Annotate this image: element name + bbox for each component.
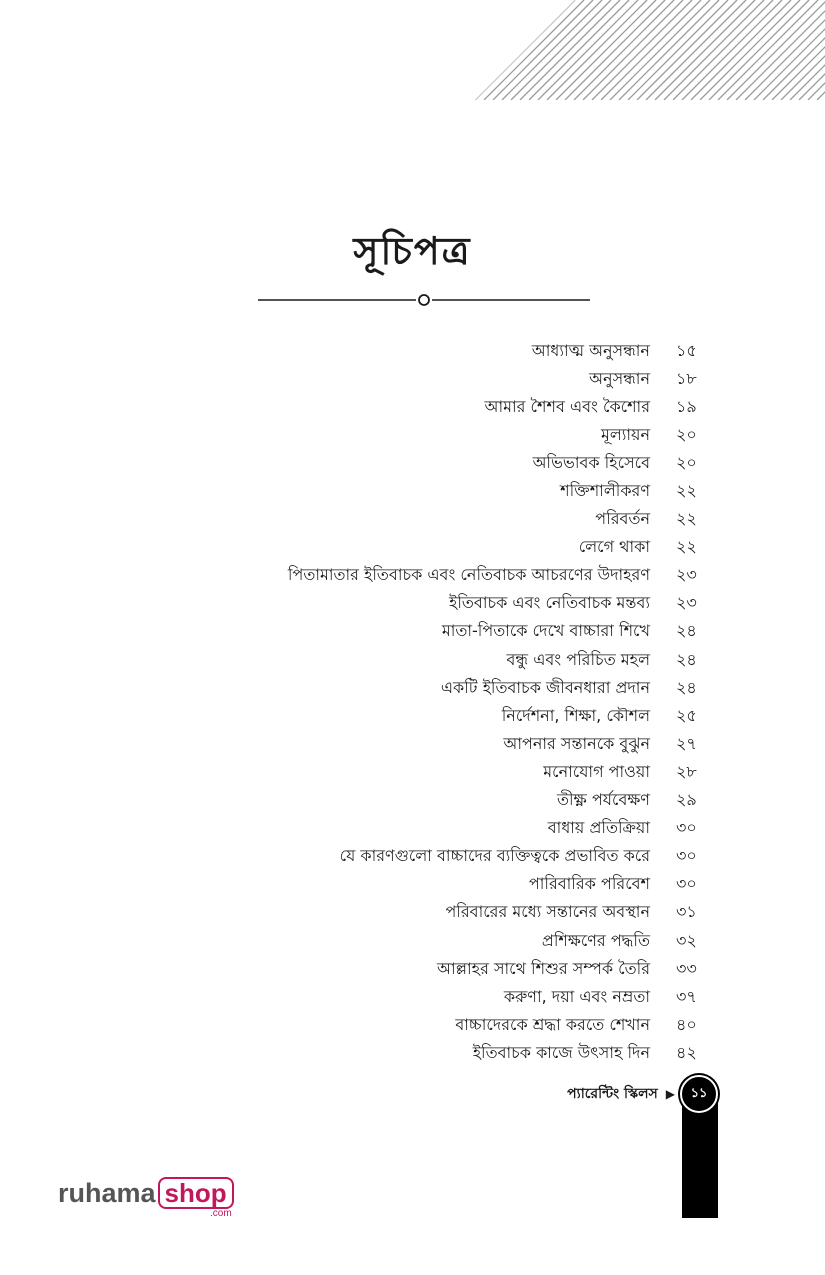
toc-entry-title: নির্দেশনা, শিক্ষা, কৌশল	[501, 705, 650, 725]
toc-entry-page: ৩০	[676, 874, 697, 894]
toc-entry	[200, 955, 700, 983]
toc-entry-title: পরিবারের মধ্যে সন্তানের অবস্থান	[445, 902, 650, 922]
toc-entry	[200, 477, 700, 505]
toc-entry-title: অনুসন্ধান	[589, 368, 650, 388]
toc-entry-title: ইতিবাচক এবং নেতিবাচক মন্তব্য	[449, 593, 650, 613]
toc-entry	[200, 618, 700, 646]
logo-dotcom-text: .com	[209, 1208, 232, 1219]
toc-entry	[200, 449, 700, 477]
diagonal-hatch-decoration	[475, 0, 825, 100]
toc-entry-title: আধ্যাত্ম অনুসন্ধান	[531, 340, 650, 360]
toc-entry-title: মূল্যায়ন	[600, 424, 650, 444]
toc-entry	[200, 534, 700, 562]
toc-entry	[200, 562, 700, 590]
toc-entry	[200, 365, 700, 393]
page-number-badge	[680, 1075, 718, 1113]
toc-entry-title: ইতিবাচক কাজে উৎসাহ দিন	[472, 1042, 650, 1062]
toc-entry-page: ২৭	[676, 733, 697, 753]
toc-entry-title: বন্ধু এবং পরিচিত মহল	[506, 649, 650, 669]
toc-entry-title: পরিবর্তন	[595, 509, 650, 529]
page-title: সূচিপত্র	[353, 229, 472, 273]
toc-entry-title: পিতামাতার ইতিবাচক এবং নেতিবাচক আচরণের উদাহরণ	[287, 565, 650, 585]
toc-entry-page: ২০	[676, 424, 697, 444]
toc-entry-title: আপনার সন্তানকে বুঝুন	[503, 733, 650, 753]
toc-entry	[200, 337, 700, 365]
toc-entry-title: আল্লাহর সাথে শিশুর সম্পর্ক তৈরি	[436, 958, 650, 978]
toc-entry	[200, 815, 700, 843]
toc-entry-page: ২২	[676, 509, 697, 529]
toc-entry-title: তীক্ষ্ণ পর্যবেক্ষণ	[556, 790, 650, 810]
toc-entry-title: করুণা, দয়া এবং নম্রতা	[503, 986, 650, 1006]
toc-entry-page: ২২	[676, 481, 697, 501]
page-number: ১১	[690, 1085, 708, 1101]
title-divider	[258, 290, 590, 310]
toc-entry-page: ২০	[676, 452, 697, 472]
toc-entry-page: ৩০	[676, 846, 697, 866]
toc-entry-title: বাচ্চাদেরকে শ্রদ্ধা করতে শেখান	[455, 1014, 650, 1034]
toc-entry-title: বাধায় প্রতিক্রিয়া	[547, 818, 650, 838]
toc-entry-title: লেগে থাকা	[578, 537, 650, 557]
toc-entry-title: পারিবারিক পরিবেশ	[528, 874, 650, 894]
toc-entry-title: অভিভাবক হিসেবে	[532, 452, 650, 472]
toc-entry-page: ২৩	[676, 565, 697, 585]
toc-entry	[200, 899, 700, 927]
toc-entry	[200, 702, 700, 730]
toc-entry-page: ২৪	[676, 677, 697, 697]
toc-entry	[200, 674, 700, 702]
toc-entry-page: ২৩	[676, 593, 697, 613]
toc-entry-page: ৩২	[676, 930, 697, 950]
running-header	[567, 1082, 675, 1106]
toc-entry-page: ৪০	[676, 1014, 697, 1034]
toc-entry	[200, 393, 700, 421]
toc-entry-title: আমার শৈশব এবং কৈশোর	[484, 396, 650, 416]
toc-entry	[200, 787, 700, 815]
toc-entry-page: ৩৩	[676, 958, 697, 978]
toc-entry-page: ২৪	[676, 621, 697, 641]
toc-entry-title: মনোযোগ পাওয়া	[543, 761, 650, 781]
play-arrow-icon: ▶	[665, 1087, 675, 1101]
toc-entry	[200, 646, 700, 674]
toc-entry-page: ৩৭	[676, 986, 697, 1006]
toc-entry	[200, 1011, 700, 1039]
toc-entry-title: প্রশিক্ষণের পদ্ধতি	[541, 930, 650, 950]
toc-entry-title: মাতা-পিতাকে দেখে বাচ্চারা শিখে	[441, 621, 650, 641]
publisher-logo	[58, 1177, 234, 1219]
toc-entry-page: ২২	[676, 537, 697, 557]
logo-shop-badge: shop	[158, 1177, 234, 1209]
toc-entry-title: যে কারণগুলো বাচ্চাদের ব্যক্তিত্বকে প্রভাবিত করে	[339, 846, 650, 866]
toc-entry-page: ২৯	[676, 790, 697, 810]
toc-entry-page: ১৫	[676, 340, 697, 360]
toc-entry-page: ২৮	[676, 761, 697, 781]
toc-entry	[200, 927, 700, 955]
toc-entry	[200, 590, 700, 618]
toc-entry-page: ১৮	[676, 368, 697, 388]
toc-entry-title: একটি ইতিবাচক জীবনধারা প্রদান	[440, 677, 650, 697]
toc-entry-page: ২৫	[676, 705, 697, 725]
toc-entry-page: ৩০	[676, 818, 697, 838]
toc-entry-title: শক্তিশালীকরণ	[560, 481, 650, 501]
toc-entry	[200, 421, 700, 449]
toc-entry	[200, 843, 700, 871]
toc-entry	[200, 506, 700, 534]
book-title: প্যারেন্টিং স্কিলস	[567, 1086, 658, 1102]
toc-entry-page: ৪২	[676, 1042, 697, 1062]
toc-entry-page: ২৪	[676, 649, 697, 669]
toc-entry	[200, 758, 700, 786]
toc-entry	[200, 1039, 700, 1067]
toc-entry-page: ১৯	[676, 396, 697, 416]
table-of-contents	[200, 337, 700, 1067]
logo-ruhama-text: ruhama	[58, 1178, 156, 1208]
toc-entry	[200, 871, 700, 899]
toc-entry	[200, 983, 700, 1011]
toc-entry-page: ৩১	[676, 902, 697, 922]
toc-entry	[200, 730, 700, 758]
